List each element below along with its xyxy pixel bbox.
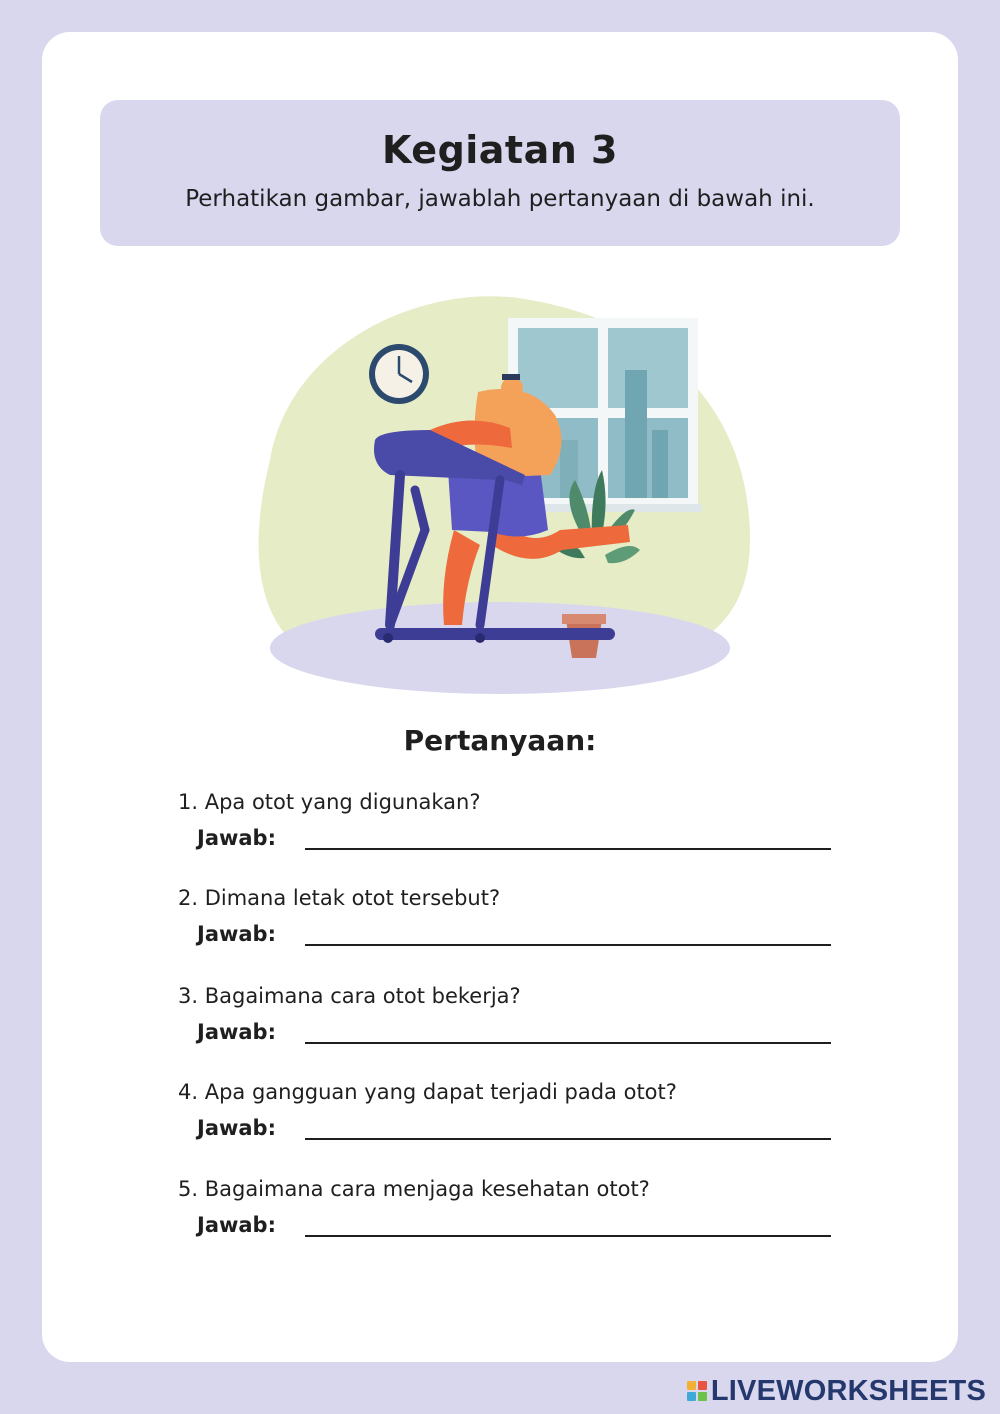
answer-label: Jawab: [197,922,276,946]
answer-field[interactable] [305,1138,831,1140]
question-item [178,790,858,870]
question-text: 1. Apa otot yang digunakan? [178,790,481,814]
liveworksheets-logo[interactable] [687,1376,986,1406]
question-item [178,984,858,1064]
logo-grid-icon [687,1381,707,1401]
answer-field[interactable] [305,1235,831,1237]
question-text: 3. Bagaimana cara otot bekerja? [178,984,521,1008]
brand-name: LIVEWORKSHEETS [710,1374,986,1407]
clock-icon [369,344,429,404]
answer-field[interactable] [305,848,831,850]
question-text: 2. Dimana letak otot tersebut? [178,886,501,910]
answer-label: Jawab: [197,1020,276,1044]
activity-instructions: Perhatikan gambar, jawablah pertanyaan di bawah ini. [185,186,815,212]
question-item [178,1080,858,1160]
activity-header [100,100,900,246]
questions-heading: Pertanyaan: [403,724,597,757]
treadmill-illustration [230,280,760,700]
answer-label: Jawab: [197,1213,276,1237]
question-text: 5. Bagaimana cara menjaga kesehatan otot? [178,1177,650,1201]
answer-field[interactable] [305,1042,831,1044]
answer-label: Jawab: [197,1116,276,1140]
activity-title: Kegiatan 3 [382,128,618,172]
question-text: 4. Apa gangguan yang dapat terjadi pada otot? [178,1080,677,1104]
answer-field[interactable] [305,944,831,946]
floor-shadow [270,602,730,694]
question-item [178,886,858,966]
question-item [178,1177,858,1257]
answer-label: Jawab: [197,826,276,850]
